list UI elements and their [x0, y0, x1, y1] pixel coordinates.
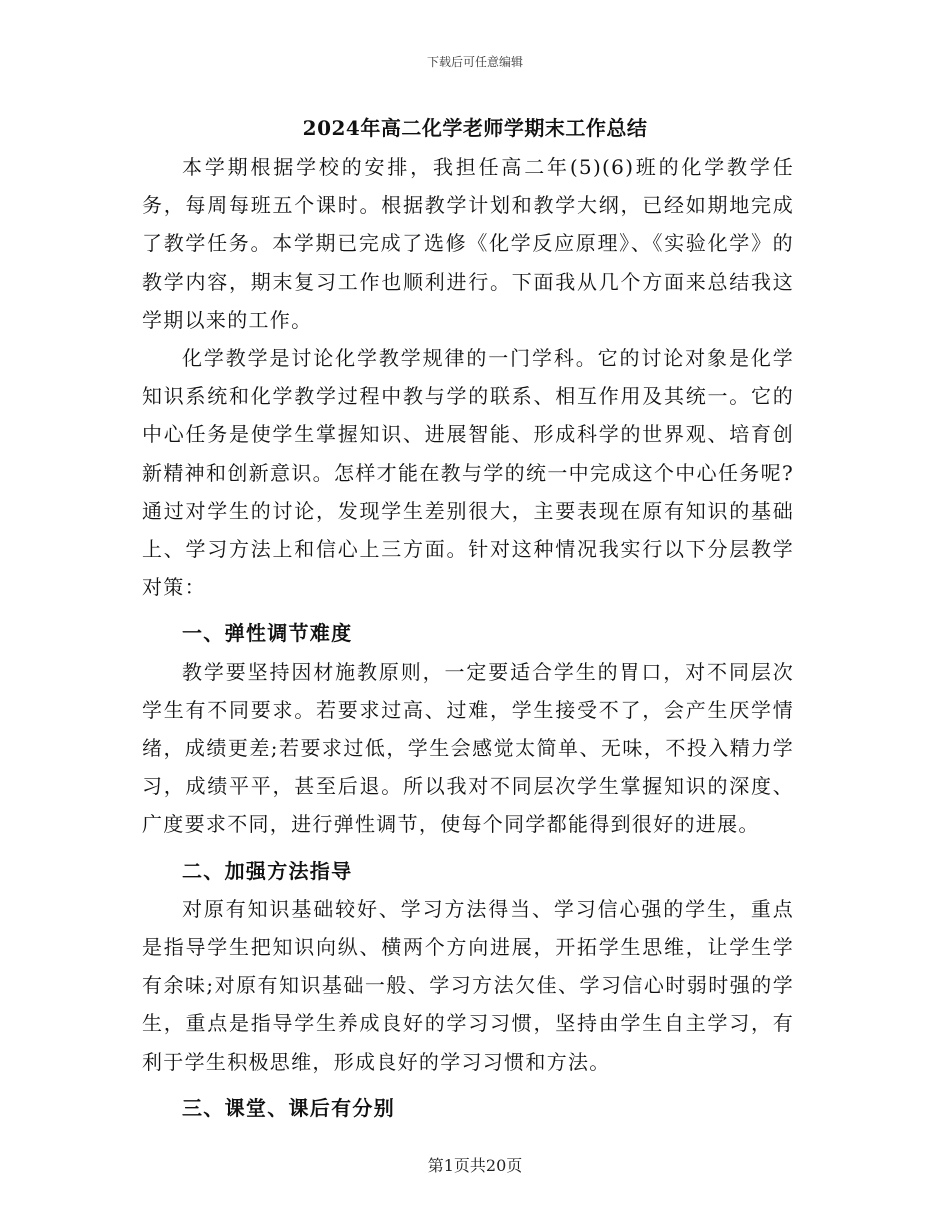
- document-title: 2024年高二化学老师学期末工作总结: [302, 116, 648, 140]
- section-heading-1: 一、弹性调节难度: [182, 621, 353, 646]
- header-note: 下载后可任意编辑: [426, 55, 523, 69]
- section-heading-2: 二、加强方法指导: [182, 858, 353, 883]
- context-paragraph: 化学教学是讨论化学教学规律的一门学科。它的讨论对象是化学知识系统和化学教学过程中教与学的联系、相互作用及其统一。它的中心任务是使学生掌握知识、进展智能、形成科学的世界观、培育创新精神和创新意识。怎样才能在教与学的统一中完成这个中心任务呢?通过对学生的讨论，发现学生差别很大，主要表现在原有知识的基础上、学习方法上和信心上三方面。针对这种情况我实行以下分层教学对策：: [142, 346, 794, 600]
- intro-paragraph: 本学期根据学校的安排，我担任高二年(5)(6)班的化学教学任务，每周每班五个课时。根据教学计划和教学大纲，已经如期地完成了教学任务。本学期已完成了选修《化学反应原理》、《实验化学》的教学内容，期末复习工作也顺利进行。下面我从几个方面来总结我这学期以来的工作。: [142, 155, 794, 332]
- section-heading-3: 三、课堂、课后有分别: [182, 1095, 395, 1120]
- document-body: [142, 148, 794, 1127]
- page-number: 第1页共20页: [427, 1156, 523, 1175]
- section-body-1: 教学要坚持因材施教原则，一定要适合学生的胃口，对不同层次学生有不同要求。若要求过高、过难，学生接受不了，会产生厌学情绪，成绩更差;若要求过低，学生会感觉太简单、无味，不投入精力学习，成绩平平，甚至后退。所以我对不同层次学生掌握知识的深度、广度要求不同，进行弹性调节，使每个同学都能得到很好的进展。: [142, 659, 794, 837]
- section-body-2: 对原有知识基础较好、学习方法得当、学习信心强的学生，重点是指导学生把知识向纵、横两个方向进展，开拓学生思维，让学生学有余味;对原有知识基础一般、学习方法欠佳、学习信心时弱时强的学生，重点是指导学生养成良好的学习习惯，坚持由学生自主学习，有利于学生积极思维，形成良好的学习习惯和方法。: [142, 896, 794, 1074]
